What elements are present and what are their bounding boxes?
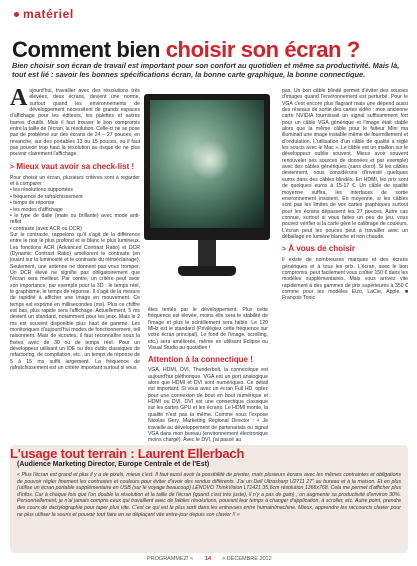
title-main: Comment bien	[12, 37, 166, 62]
list-item: • les résolutions supportées	[10, 187, 73, 194]
section-label: matériel	[23, 7, 74, 21]
page-number: 14	[205, 556, 212, 562]
monitor-stand-neck	[198, 240, 216, 268]
col3-paragraph-1: pas. Un bon câble blindé permet d'éviter des soucies d'images quand l'environnement est perturbé. Pour le VGA c'est encore plus flagrant mais une dépend aussi des réseaux de sortie des cartes vidéo : mon ancienne carte NVIDIA fournissait un signal suffisamment fort pour un câble VGA générique et l'image était stable alors que la même câble pour le faiteur Mini ma illuminait une image instable même de fourmillement et d'ondulation. L'utilisation d'un câble de qualité a réglé les soucis avec le Mac ». Le câble est un maillon sur le développeur oublie souvent. Mieux avoir souvent renouveler ses sources de données et par exemple) avec des câbles génériques (sans cloro). Si les câbles deviennent, nous considérons d'investir quelques euros dans des câbles blindés. En HDMI, les prix sont de quelques euros à 15-17 €. Un câble de qualité moyenne suffira, les interfaces de sortie environnement insistent. En moyenne, si les câbles sont pas les limites de vos cartes graphiques surtout pour les écrans dépassent les 27 pouces. Autre cas connue, surtout si vous faites un peu de jeu, vous pouvez vérifier si la carte gère le calibrage de couleurs. L'écran peut les pouces peut à travailler avec un déballage en lumière blanche et non chaude.	[282, 88, 408, 240]
criteria-list	[10, 187, 140, 231]
col3-paragraph-2: Il existe de nombreuses marques et des écrans génériques et à tous les prix. L'écran, avec le bon compromis, peut facilement vous coûter 150 € dans les modèles supplémentaires. Mais vous arrivez vite rapidement à des gammes de prix supérieures à 350 € comme pour les modèles Eizo, LaCie, Apple. ■ François Tonic	[282, 257, 408, 302]
col1-paragraph-2: Pour choisir un écran, plusieurs critères sont à regarder et à comparer :	[10, 174, 140, 188]
magazine-label: PROGRAMMEZ!	[147, 556, 189, 562]
article-title	[12, 37, 360, 63]
arrow-icon: >	[282, 246, 287, 254]
col1-subheading	[10, 162, 140, 172]
col3-subheading	[282, 244, 408, 254]
page-footer	[0, 556, 417, 566]
sidebar-quote: « Plus l'écran est grand et plus il y a de pixels, mieux c'est. Il faut aussi avoir la possibilité de pivoter, mais plusieurs écrans avec les mêmes contraintes et obligations de pouvoir régler finement les contrastes et couleurs pour éviter d'avoir des rendus différents. J'ai un Dell Ultrasharp U2711 27" au bureau et à la maison. Et en plus j'utilise un écran portable supplémentaire en USB (sur le voyage beaucoup) LENOVO ThinkVision LT1421 35,6cm résolution 1366x768. Cela me permet d'afficher plus d'infos. Car à chaque fois que l'on double la résolution et la taille de l'écran (quand c'est très juste), il n'y a pas de gain) ; on augmente sa productivité d'environ 30%. Personnellement, je n'ai jamais compris ceux qui travaillent avec de faibles résolutions, pouvant leur temps à changer d'application, à scroller, etc. Autre point, prendre des cours de dactylographie pour taper plus vite. C'est ce qui est le plus sorti dans les entrevues entre humain/machine. Mieux, apprendre les raccourcis clavier pour ne plus utiliser la souris et pouvoir tout faire en se déplaçant vite entre-jour depuis son clavier !! »	[17, 472, 401, 518]
monitor-screen	[150, 100, 264, 228]
issue-date: > DÉCEMBRE 2012	[222, 556, 272, 562]
list-item: • temps de réponse	[10, 200, 55, 207]
screen-highlight	[190, 140, 230, 180]
col2-paragraph-1: êtes tentés par le développement. Plus cette fréquence est élevée, moins elle sera le stabilité de l'image et plus le scintillement sera faible. Le 120 MHz est le standard (Privilégiez cette fréquence sur votre écran principal). Le fond de l'image, scrolling, etc.) sera améliorée, même en utilisant Eclipse ou Visual Studio au quotidien !	[148, 307, 268, 352]
sidebar-title: L'usage tout terrain : Laurent Ellerbach	[10, 446, 245, 461]
col2-subheading-text: Attention à la connectique !	[148, 355, 253, 365]
monitor-stand-base	[178, 266, 236, 276]
col1-subheading-text: Mieux vaut avoir sa check-list !	[16, 161, 135, 171]
list-item: • fréquence de rafraîchissement	[10, 193, 83, 200]
monitor-photo	[140, 88, 274, 302]
section-tag	[14, 7, 74, 21]
sidebar-subtitle: (Audience Marketing Director, Europe Centrale et de l'Est)	[17, 461, 210, 468]
col2-subheading	[148, 355, 268, 364]
col1-paragraph-3: Sur le contraste, rappelons qu'il s'agit de la différence entre le noir le plus profond et le blanc le plus lumineux. Les fonctions ACR (Advanced Contrast Ratio) et DCR (Dynamic Contrast Ratio) améliorent le contraste (en jouant sur la luminosité et le contraste du rétroéclairage). Seulement, une antenne ne donnent pas vous tromper. Un DCR élevé ne signifie pas obligatoirement que l'écran sera meilleur. Par contre, un critère peut avoir son importance, par exemple pour la 3D : le temps réel, le graphisme, le temps de réponse. Il s'agit de la mesure de rapidité à afficher une image en mouvement. Ce temps est exprimé en millisecondes (ms). Plus ce chiffre est bas, plus rapide sera l'affichage. Actuellement, 5 ms devient un standard, notamment pour les jeux. Mais le 2 ms est souvent disponible plus haut de gamme. Les monitoriques d'aujourd'hui modes de fonctionnement, tell raisonnent. Mais de écoutes, il faut reconnaître sous la fixées avec de 30 ou de temps réel. Pour un développeur utilisant un IDE ou des outils classiques de refactoring, de compilation, etc., un temps de réponse de 5 à 15 ms suffit largement. La fréquence de rafraîchissement est un critère important surtout si vous	[10, 231, 140, 372]
drop-cap: A	[10, 85, 28, 111]
magazine-name	[147, 556, 193, 562]
title-highlight: choisir son écran ?	[165, 37, 360, 62]
separator: <	[190, 556, 194, 562]
list-item: • le type de dalle (mate ou brillante) avec mode anti-reflet	[10, 212, 140, 226]
column-2	[148, 307, 268, 444]
col2-paragraph-2: VGA, HDMI, DVI, Thunderbolt, la connectique est aujourd'hui pléthorique. VGA est un port analogique alors que HDMI et DVI sont numériques. Ce détail est important. Si vous avez un écran Full HD, optez pour une connexion de bout en bout numérique et HDMI ou DVI. DVI est une connectique classique sur les cartes GPU et les écrans. Le HDMI monte, la qualité n'est pas la même. Comme nous l'expose Nicolas Gery, Marketing Regional Director : « Je travaille au développement de partenariats ou signal VGA dans mon bureau (environnement électronique moins chargé). Avec le DVI, j'ai passé au	[148, 367, 268, 444]
column-3	[282, 88, 408, 302]
list-item: • les modes d'affichage	[10, 206, 63, 213]
col1-paragraph-1: ujourd'hui, travailler avec des résolutions très élevées, deux écrans, devient une norme, surtout quand les environnements de développement nécessitent de grands espaces d'affichage pour les éditeurs, les palettes et autres barres d'outils. Mais il faut trouver le bon compromis entre la taille de l'écran, la résolution. Celle-ci ne se pose pas de problème sur des écrans de 24 – 27 pouces, en revanche, sur des portables 13 ou 15 pouces, ou il faut pas pouvoir trop haut la résolution au risque de ne plus pouvoir clairement l'affichage.	[10, 88, 140, 158]
column-1	[10, 85, 140, 372]
article-lead: Bien choisir son écran de travail est important pour son confort au quotidien et même sa productivité. Mais là, tout est lié : savoir les bonnes spécifications écran, la bonne carte graphique, la bonne connectique.	[12, 61, 400, 80]
col3-subheading-text: À vous de choisir	[288, 244, 356, 254]
arrow-icon: >	[10, 163, 15, 171]
bullet-icon	[14, 12, 19, 17]
page-header	[0, 0, 417, 27]
list-item: • contraste (avec ACR ou DCR)	[10, 225, 82, 232]
